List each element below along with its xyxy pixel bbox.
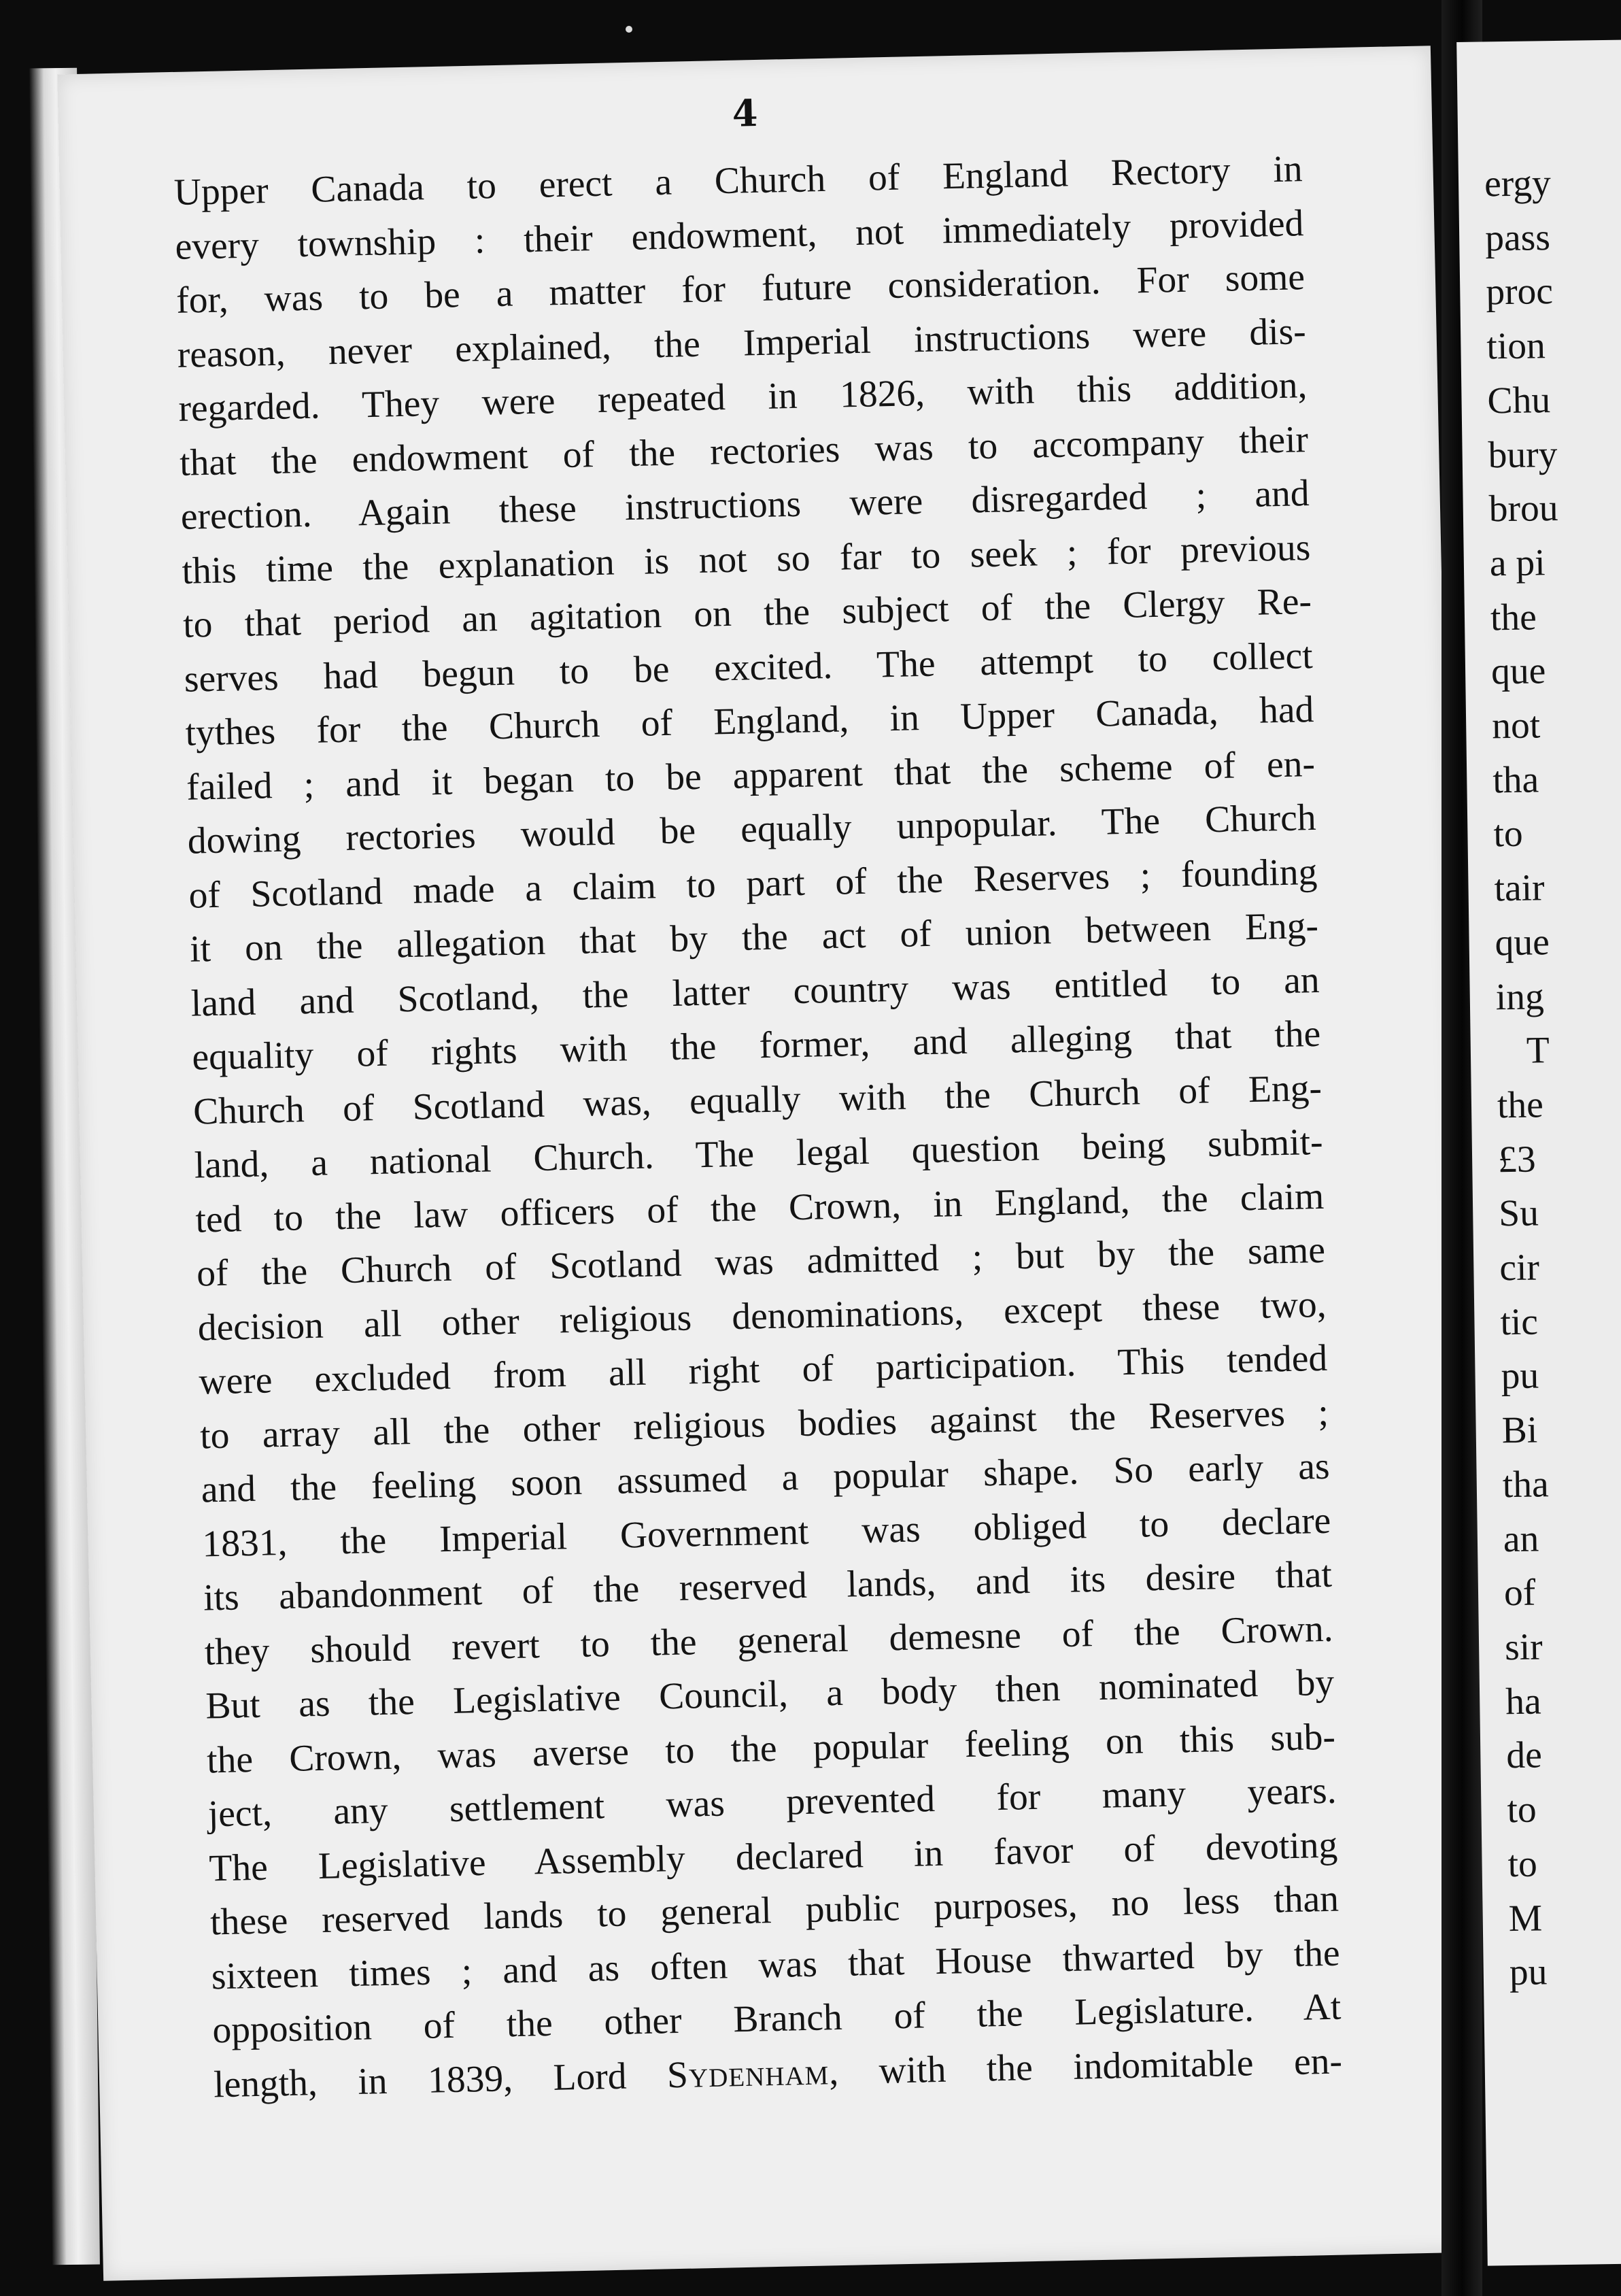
- facing-fragment: brou: [1488, 488, 1558, 530]
- text-line: for, was to be a matter for future consideration. For some: [175, 256, 1306, 322]
- text-line: these reserved lands to general public purposes, no less than: [209, 1878, 1340, 1944]
- facing-fragment: pass: [1484, 216, 1551, 260]
- text-line: of the Church of Scotland was admitted ; but by the same: [196, 1229, 1326, 1295]
- text-line: every township : their endowment, not immediately provided: [174, 202, 1304, 268]
- facing-fragment: to: [1507, 1789, 1537, 1831]
- text-line: ject, any settlement was prevented for many years.: [207, 1770, 1337, 1836]
- text-line: opposition of the other Branch of the Legislature. At: [211, 1986, 1342, 2052]
- facing-fragment: de: [1505, 1734, 1543, 1777]
- last-line-end: , with the indomitable en-: [828, 2040, 1343, 2093]
- text-line: Upper Canada to erect a Church of England Rectory in: [173, 148, 1303, 214]
- facing-fragment: tion: [1486, 325, 1546, 368]
- text-line: to that period an agitation on the subject of the Clergy Re-: [182, 581, 1312, 646]
- person-name: Sydenham: [666, 2050, 830, 2096]
- text-line: to array all the other religious bodies against the Reserves ;: [199, 1391, 1329, 1457]
- text-line: they should revert to the general demesne of the Crown.: [204, 1608, 1334, 1673]
- scan-speck: [626, 26, 632, 33]
- text-line: But as the Legislative Council, a body then nominated by: [205, 1661, 1335, 1727]
- facing-fragment: £3: [1497, 1138, 1537, 1181]
- facing-fragment: tha: [1492, 759, 1539, 802]
- facing-fragment: Bi: [1501, 1409, 1538, 1452]
- facing-fragment: M: [1508, 1897, 1543, 1940]
- facing-fragment: not: [1491, 705, 1541, 747]
- facing-fragment: cir: [1499, 1247, 1540, 1289]
- text-line: decision all other religious denominations, except these two,: [197, 1283, 1327, 1349]
- text-line: land, a national Church. The legal question being submit-: [194, 1121, 1324, 1187]
- text-line: this time the explanation is not so far to seek ; for previous: [181, 526, 1311, 592]
- text-line: erection. Again these instructions were disregarded ; and: [180, 473, 1310, 538]
- text-line: dowing rectories would be equally unpopular. The Church: [187, 796, 1317, 862]
- text-line: serves had begun to be excited. The attempt to collect: [184, 635, 1314, 700]
- facing-fragment: bury: [1488, 433, 1558, 476]
- facing-fragment: an: [1503, 1518, 1539, 1560]
- book-page: [57, 46, 1477, 2281]
- facing-fragment: tic: [1500, 1301, 1539, 1344]
- facing-fragment: proc: [1485, 271, 1554, 314]
- facing-fragment: pu: [1501, 1355, 1539, 1398]
- facing-fragment: tair: [1494, 867, 1545, 910]
- text-line: Church of Scotland was, equally with the Church of Eng-: [192, 1067, 1323, 1133]
- facing-fragment: ergy: [1484, 163, 1552, 205]
- facing-fragment: the: [1497, 1084, 1544, 1127]
- facing-fragment: que: [1490, 650, 1546, 693]
- text-line: the Crown, was averse to the popular feeling on this sub-: [206, 1716, 1336, 1781]
- facing-fragment: pu: [1509, 1951, 1548, 1994]
- text-line: land and Scotland, the latter country was entitled to an: [190, 959, 1320, 1025]
- text-line: reason, never explained, the Imperial instructions were dis-: [177, 310, 1307, 376]
- facing-fragment: que: [1495, 922, 1550, 964]
- facing-fragment: to: [1507, 1843, 1538, 1885]
- text-line: failed ; and it began to be apparent that the scheme of en-: [186, 743, 1316, 809]
- text-line: and the feeling soon assumed a popular shape. So early as: [201, 1445, 1331, 1511]
- facing-fragment: Chu: [1487, 379, 1551, 422]
- facing-page-text: [1484, 156, 1580, 2000]
- text-line: 1831, the Imperial Government was obliged to declare: [201, 1500, 1331, 1566]
- facing-fragment: sir: [1504, 1626, 1543, 1669]
- text-line: were excluded from all right of participation. This tended: [198, 1337, 1328, 1403]
- facing-fragment: a pi: [1489, 542, 1546, 585]
- text-line: regarded. They were repeated in 1826, with this addition,: [177, 365, 1308, 430]
- text-line: ted to the law officers of the Crown, in England, the claim: [194, 1175, 1325, 1241]
- text-line: sixteen times ; and as often was that House thwarted by the: [211, 1932, 1341, 1997]
- text-line: The Legislative Assembly declared in favor of devoting: [208, 1824, 1338, 1889]
- last-line-start: length, in 1839, Lord: [213, 2054, 668, 2106]
- facing-fragment: the: [1490, 596, 1537, 639]
- facing-fragment: tha: [1502, 1464, 1550, 1506]
- facing-fragment: to: [1493, 813, 1524, 856]
- page-number: 4: [732, 90, 759, 135]
- facing-fragment: ing: [1495, 975, 1545, 1018]
- text-line: equality of rights with the former, and alleging that the: [191, 1013, 1321, 1079]
- text-line: tythes for the Church of England, in Upper Canada, had: [184, 689, 1314, 754]
- text-line: its abandonment of the reserved lands, and its desire that: [203, 1553, 1333, 1619]
- facing-fragment: T: [1526, 1030, 1550, 1072]
- text-line: it on the allegation that by the act of union between Eng-: [189, 905, 1319, 970]
- facing-fragment: ha: [1505, 1681, 1542, 1723]
- text-line: of Scotland made a claim to part of the Reserves ; founding: [188, 851, 1318, 917]
- facing-fragment: of: [1503, 1572, 1536, 1615]
- text-line: that the endowment of the rectories was to accompany their: [179, 418, 1309, 484]
- facing-fragment: Su: [1498, 1192, 1539, 1235]
- body-text: [173, 142, 1343, 2112]
